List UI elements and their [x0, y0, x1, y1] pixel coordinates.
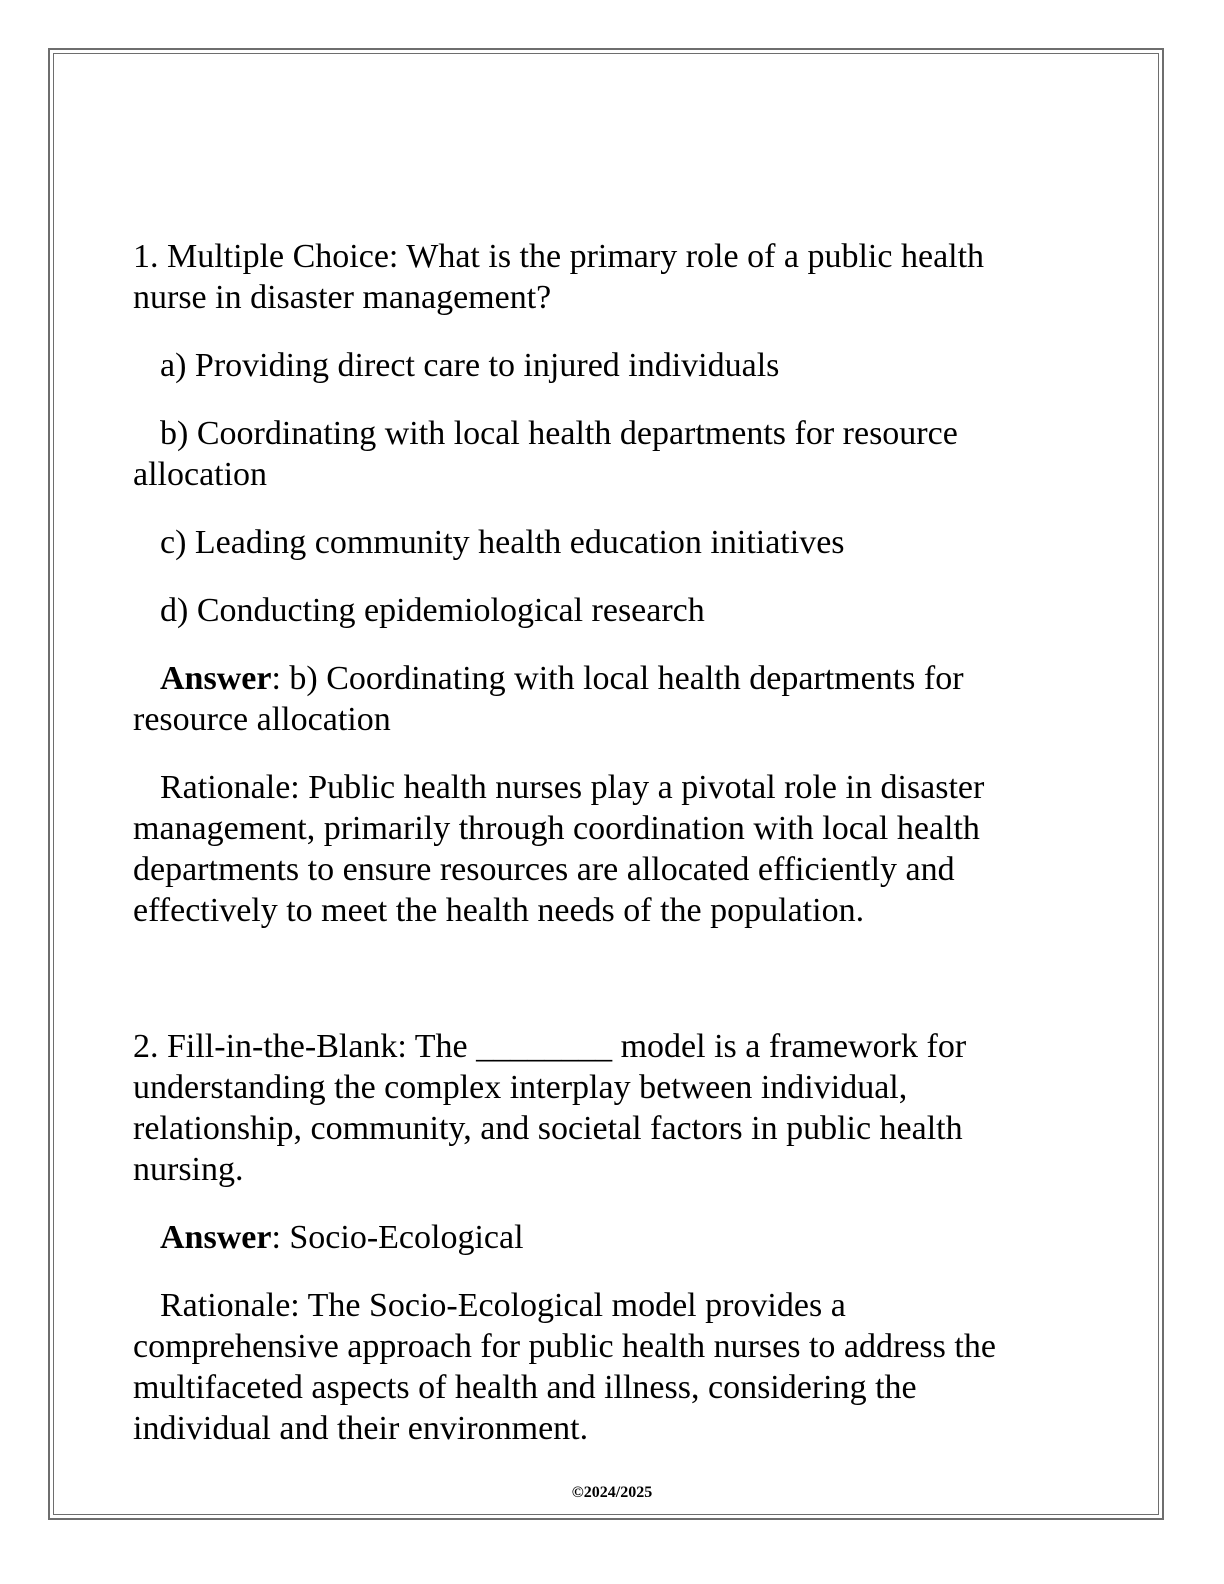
question-1-answer-label: Answer [160, 660, 272, 697]
question-2 [133, 1026, 1048, 1449]
question-1-option-a: a) Providing direct care to injured individuals [160, 347, 780, 384]
question-1 [133, 236, 1048, 931]
question-1-option-c: c) Leading community health education initiatives [160, 524, 845, 561]
section-spacer [133, 931, 1048, 1026]
question-1-text: 1. Multiple Choice: What is the primary role of a public health nurse in disaster management? [133, 238, 985, 316]
question-2-answer [133, 1217, 1048, 1258]
footer-copyright: ©2024/2025 [571, 1484, 653, 1501]
document-content [133, 236, 1048, 1449]
question-2-answer-label: Answer [160, 1219, 272, 1256]
question-1-answer [133, 658, 1048, 740]
question-1-option-d: d) Conducting epidemiological research [160, 592, 705, 629]
question-2-text: 2. Fill-in-the-Blank: The ________ model is a framework for understanding the complex interplay between individual, relationship, community, and societal factors in public health nursing. [133, 1028, 967, 1188]
question-2-rationale: Rationale: The Socio-Ecological model provides a comprehensive approach for public health nurses to address the multifaceted aspects of health and illness, considering the individual and their environment. [133, 1287, 996, 1447]
question-1-rationale: Rationale: Public health nurses play a pivotal role in disaster management, primarily through coordination with local health departments to ensure resources are allocated efficiently and effectively to meet the health needs of the population. [133, 769, 985, 929]
question-1-answer-text: : b) Coordinating with local health departments for resource allocation [133, 660, 964, 738]
question-1-option-b: b) Coordinating with local health departments for resource allocation [133, 415, 958, 493]
question-2-answer-text: : Socio-Ecological [271, 1219, 524, 1256]
